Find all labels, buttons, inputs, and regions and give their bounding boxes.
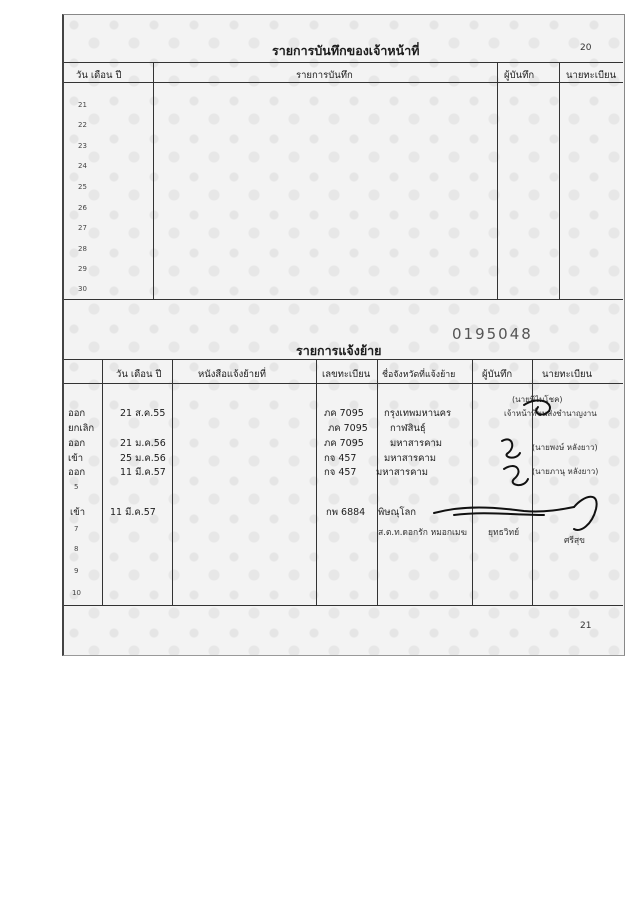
top-row-number: 27 — [78, 224, 87, 232]
entry-province: กาฬสินธุ์ — [390, 423, 426, 434]
entry-province: พิษณุโลก — [378, 507, 417, 518]
signature-mark — [424, 485, 614, 545]
registrar-note: เจ้าหน้าที่ขนส่งชำนาญงาน — [504, 409, 597, 418]
top-page-number: 20 — [580, 43, 592, 53]
entry-plate: กพ 6884 — [326, 507, 366, 518]
top-row-number: 23 — [78, 142, 87, 150]
entry-province: มหาสารคาม — [376, 467, 429, 478]
bottom-header-registrar: นายทะเบียน — [542, 369, 593, 380]
registrar-note: (นายพงษ์ หลังยาว) — [532, 443, 598, 452]
bottom-page-number: 21 — [580, 621, 592, 631]
top-row-number: 26 — [78, 204, 87, 212]
bottom-row-number: 10 — [72, 589, 81, 597]
top-header-record: รายการบันทึก — [296, 70, 353, 81]
entry-type: ออก — [68, 467, 86, 478]
top-row-number: 24 — [78, 162, 87, 170]
bottom-header-recorder: ผู้บันทึก — [482, 369, 513, 380]
top-row-number: 29 — [78, 265, 87, 273]
entry-date: 21 ส.ค.55 — [120, 408, 166, 419]
top-row-number: 28 — [78, 245, 87, 253]
top-row-number: 30 — [78, 285, 87, 293]
bottom-header-date: วัน เดือน ปี — [116, 369, 162, 380]
officer-suffix: ยุทธวิทย์ — [488, 528, 520, 538]
top-section-title: รายการบันทึกของเจ้าหน้าที่ — [272, 43, 420, 58]
bottom-header-plate: เลขทะเบียน — [322, 369, 371, 380]
bottom-header-notice: หนังสือแจ้งย้ายที่ — [198, 369, 266, 380]
top-row-number: 21 — [78, 101, 87, 109]
entry-province: มหาสารคาม — [390, 438, 443, 449]
entry-type: ออก — [68, 438, 86, 449]
entry-date: 11 มี.ค.57 — [120, 467, 166, 478]
top-row-number: 25 — [78, 183, 87, 191]
entry-date: 21 ม.ค.56 — [120, 438, 166, 449]
entry-plate: ภค 7095 — [324, 438, 364, 449]
bottom-row-number: 5 — [74, 483, 79, 491]
bottom-header-province: ชื่อจังหวัดที่แจ้งย้าย — [382, 370, 456, 380]
officer-suffix-2: ศรีสุข — [564, 536, 585, 546]
bottom-row-number: 7 — [74, 525, 79, 533]
entry-type: ยกเลิก — [68, 423, 95, 434]
entry-date: 11 มี.ค.57 — [110, 507, 156, 518]
serial-number: 0195048 — [452, 325, 533, 343]
registrar-note: (นายภานุ หลังยาว) — [532, 467, 599, 476]
top-header-recorder: ผู้บันทึก — [504, 70, 535, 81]
registration-book-page — [62, 14, 625, 656]
entry-province: กรุงเทพมหานคร — [384, 408, 452, 419]
entry-plate: ภค 7095 — [328, 423, 368, 434]
bottom-row-number: 8 — [74, 545, 79, 553]
top-header-date: วัน เดือน ปี — [76, 70, 122, 81]
entry-plate: กจ 457 — [324, 453, 357, 464]
entry-type: เข้า — [70, 507, 86, 518]
entry-province: มหาสารคาม — [384, 453, 437, 464]
entry-plate: กจ 457 — [324, 467, 357, 478]
top-row-number: 22 — [78, 121, 87, 129]
entry-date: 25 ม.ค.56 — [120, 453, 166, 464]
top-header-registrar: นายทะเบียน — [566, 70, 617, 81]
officer-line: ส.ต.ท.ดอกรัก หมอกเมฆ — [378, 528, 467, 538]
bottom-section-title: รายการแจ้งย้าย — [296, 343, 382, 358]
registrar-note: (นายพิไมโชค) — [512, 395, 563, 404]
bottom-row-number: 9 — [74, 567, 79, 575]
entry-plate: ภค 7095 — [324, 408, 364, 419]
entry-type: ออก — [68, 408, 86, 419]
entry-type: เข้า — [68, 453, 84, 464]
